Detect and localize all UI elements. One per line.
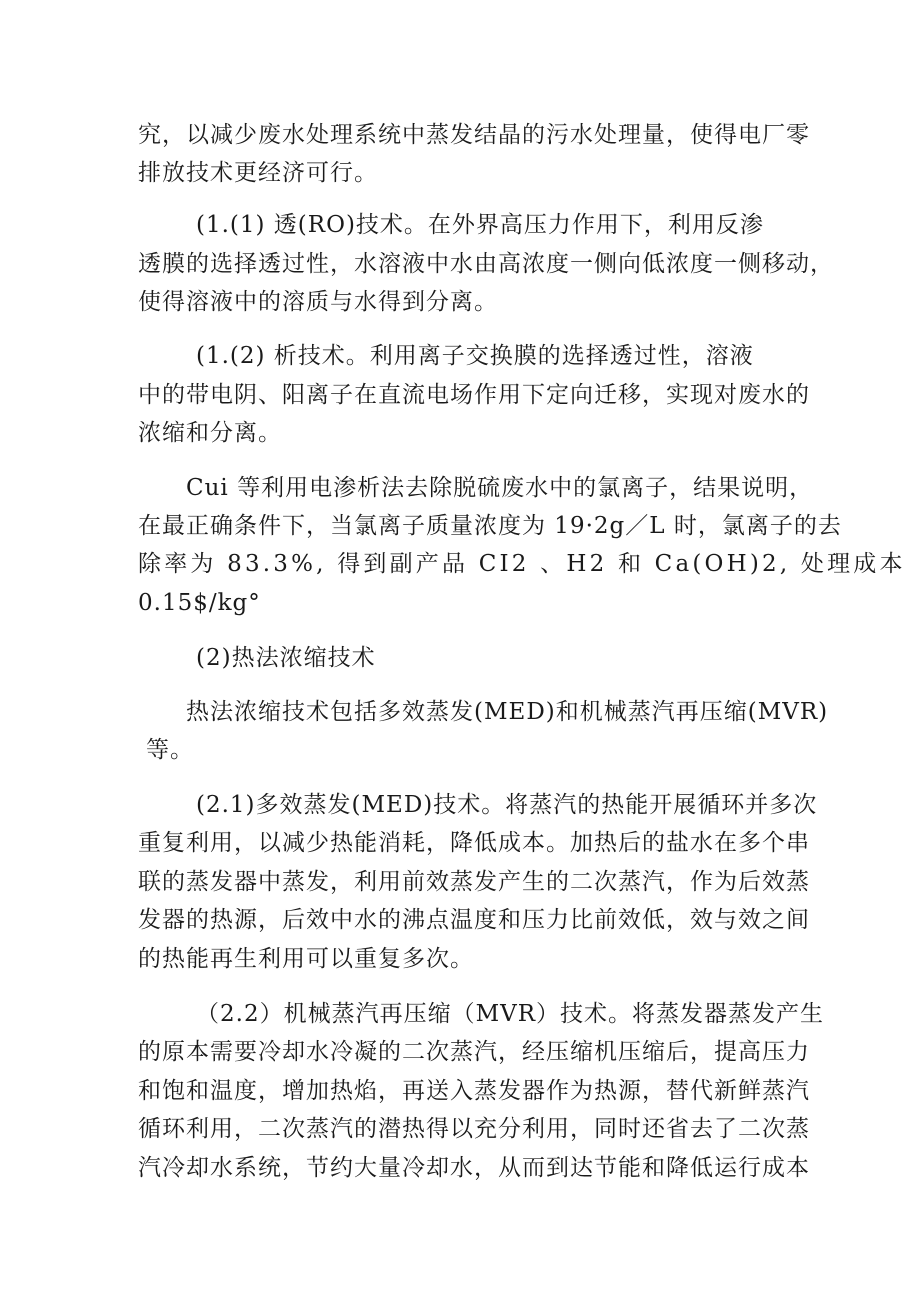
text-line: 汽冷却水系统，节约大量冷却水，从而到达节能和降低运行成本 (138, 1155, 810, 1181)
text-line: (1.(1) 透(RO)技术。在外界高压力作用下，利用反渗 (196, 212, 764, 238)
text-line: 的热能再生利用可以重复多次。 (138, 946, 474, 972)
text-line: 在最正确条件下，当氯离子质量浓度为 19·2g／L 时，氯离子的去 (138, 513, 842, 539)
text-line: 热法浓缩技术包括多效蒸发(MED)和机械蒸汽再压缩(MVR) (186, 699, 829, 725)
text-line: 除率为 83.3%, 得到副产品 CI2 、H2 和 Ca(OH)2, 处理成本 (138, 551, 906, 577)
text-line: 联的蒸发器中蒸发，利用前效蒸发产生的二次蒸汽，作为后效蒸 (138, 869, 810, 895)
text-line: 浓缩和分离。 (138, 420, 282, 446)
text-line: 的原本需要冷却水冷凝的二次蒸汽，经压缩机压缩后，提高压力 (138, 1039, 810, 1065)
text-line: 和饱和温度，增加热焰，再送入蒸发器作为热源，替代新鲜蒸汽 (138, 1078, 810, 1104)
text-line: Cui 等利用电渗析法去除脱硫废水中的氯离子，结果说明， (186, 475, 814, 501)
text-line: 0.15$/kg° (138, 590, 261, 616)
text-line: 中的带电阴、阳离子在直流电场作用下定向迁移，实现对废水的 (138, 382, 810, 408)
text-line: 发器的热源，后效中水的沸点温度和压力比前效低，效与效之间 (138, 907, 810, 933)
text-line: （2.2）机械蒸汽再压缩（MVR）技术。将蒸发器蒸发产生 (196, 1001, 825, 1027)
text-line: 究，以减少废水处理系统中蒸发结晶的污水处理量，使得电厂零 (138, 122, 810, 148)
text-line: (2.1)多效蒸发(MED)技术。将蒸汽的热能开展循环并多次 (196, 792, 818, 818)
text-line: 重复利用，以减少热能消耗，降低成本。加热后的盐水在多个串 (138, 830, 810, 856)
text-line: 等。 (146, 737, 194, 763)
text-line: 循环利用，二次蒸汽的潜热得以充分利用，同时还省去了二次蒸 (138, 1116, 810, 1142)
text-line: 使得溶液中的溶质与水得到分离。 (138, 289, 498, 315)
text-line: 排放技术更经济可行。 (138, 160, 378, 186)
text-line: (1.(2) 析技术。利用离子交换膜的选择透过性，溶液 (196, 343, 754, 369)
text-line: 透膜的选择透过性，水溶液中水由高浓度一侧向低浓度一侧移动， (138, 251, 834, 277)
section-heading: (2)热法浓缩技术 (196, 645, 376, 671)
